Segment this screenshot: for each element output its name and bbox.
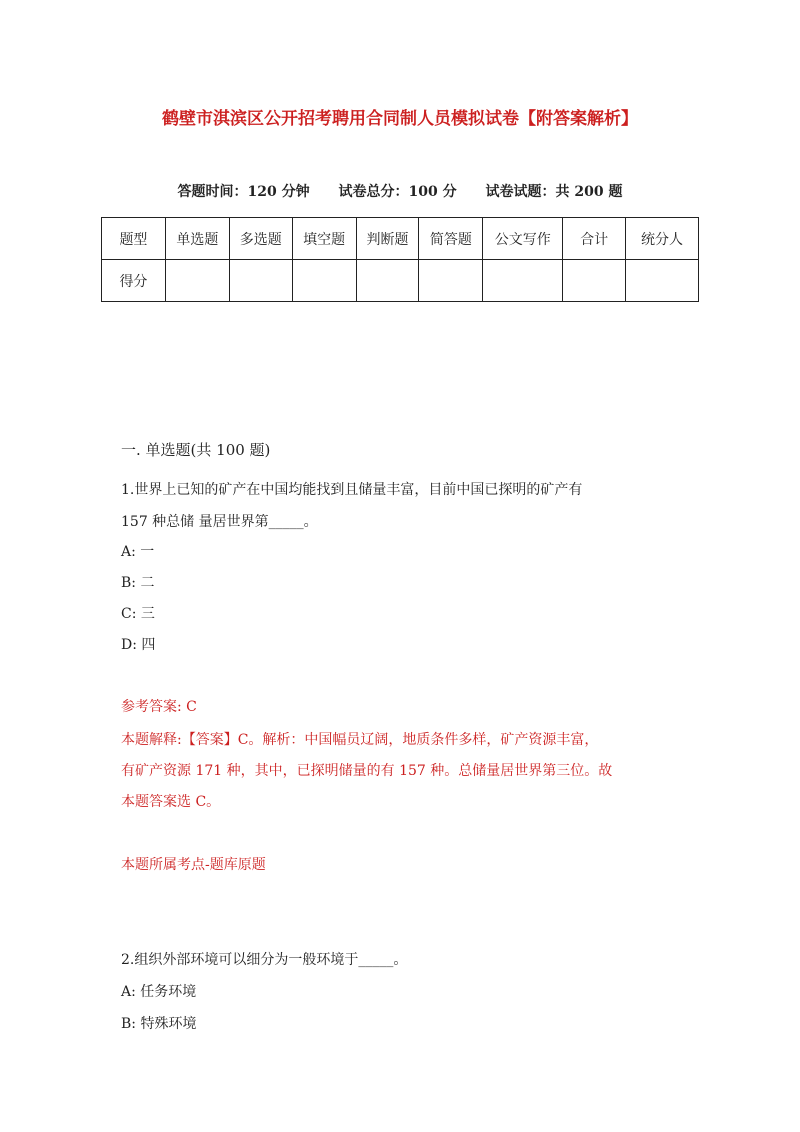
score-header-cell: 判断题 bbox=[356, 218, 419, 260]
question-1-option-a: A: 一 bbox=[121, 544, 155, 560]
question-2-option-b: B: 特殊环境 bbox=[121, 1016, 197, 1032]
page-title: 鹤壁市淇滨区公开招考聘用合同制人员模拟试卷【附答案解析】 bbox=[162, 109, 638, 129]
exam-time: 答题时间：120 分钟 bbox=[177, 184, 310, 200]
question-1-option-b: B: 二 bbox=[121, 575, 155, 591]
question-2-stem: 2.组织外部环境可以细分为一般环境于_____。 bbox=[121, 952, 408, 968]
score-cell bbox=[229, 260, 292, 302]
score-header-cell: 统分人 bbox=[626, 218, 699, 260]
score-cell bbox=[165, 260, 229, 302]
score-header-cell: 公文写作 bbox=[483, 218, 563, 260]
question-2-option-a: A: 任务环境 bbox=[121, 984, 197, 1000]
score-header-cell: 合计 bbox=[563, 218, 626, 260]
question-1-stem-line-2: 157 种总储 量居世界第_____。 bbox=[121, 514, 318, 530]
score-header-cell: 题型 bbox=[102, 218, 166, 260]
question-1-stem-line-1: 1.世界上已知的矿产在中国均能找到且储量丰富，目前中国已探明的矿产有 bbox=[121, 482, 583, 498]
score-header-cell: 单选题 bbox=[165, 218, 229, 260]
score-table-header-row bbox=[102, 218, 699, 260]
score-row-label: 得分 bbox=[102, 260, 166, 302]
score-cell bbox=[483, 260, 563, 302]
score-cell bbox=[419, 260, 483, 302]
score-header-cell: 填空题 bbox=[292, 218, 356, 260]
question-1-answer: 参考答案: C bbox=[121, 699, 197, 715]
question-1-explanation-line-1: 本题解释:【答案】C。解析：中国幅员辽阔，地质条件多样，矿产资源丰富， bbox=[121, 732, 599, 748]
score-cell bbox=[292, 260, 356, 302]
exam-total-score: 试卷总分：100 分 bbox=[338, 184, 457, 200]
score-cell bbox=[356, 260, 419, 302]
score-table-score-row bbox=[102, 260, 699, 302]
score-table bbox=[101, 217, 699, 302]
question-1-explanation-line-2: 有矿产资源 171 种，其中，已探明储量的有 157 种。总储量居世界第三位。故 bbox=[121, 763, 613, 779]
question-1-option-d: D: 四 bbox=[121, 637, 156, 653]
score-header-cell: 多选题 bbox=[229, 218, 292, 260]
question-1-source: 本题所属考点-题库原题 bbox=[121, 857, 266, 873]
exam-meta bbox=[0, 181, 800, 201]
section-heading: 一. 单选题(共 100 题) bbox=[121, 441, 271, 459]
question-1-explanation-line-3: 本题答案选 C。 bbox=[121, 794, 221, 810]
exam-question-count: 试卷试题：共 200 题 bbox=[485, 184, 623, 200]
score-header-cell: 简答题 bbox=[419, 218, 483, 260]
score-cell bbox=[563, 260, 626, 302]
score-cell bbox=[626, 260, 699, 302]
question-1-option-c: C: 三 bbox=[121, 606, 155, 622]
